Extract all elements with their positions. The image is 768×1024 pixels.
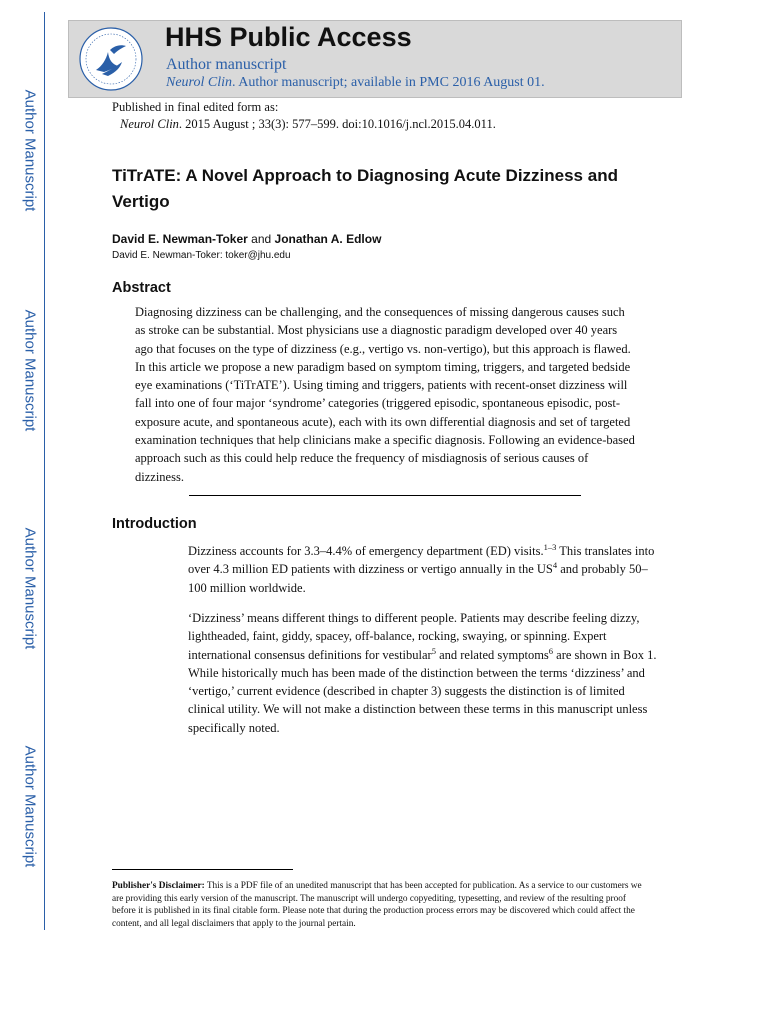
citation-ref: 1–3 xyxy=(543,541,557,552)
author-manuscript-label: Author manuscript xyxy=(166,56,287,73)
citation-ref: 4 xyxy=(552,560,558,571)
hhs-title: HHS Public Access xyxy=(165,22,412,52)
citation-journal: Neurol Clin xyxy=(120,117,179,131)
footnote-divider xyxy=(112,869,293,870)
introduction-heading: Introduction xyxy=(112,516,197,532)
journal-name: Neurol Clin xyxy=(166,75,232,90)
availability-text: . Author manuscript; available in PMC 2016 August 01. xyxy=(232,75,545,90)
citation-ref: 5 xyxy=(431,645,436,656)
author-conjunction: and xyxy=(247,232,275,246)
intro-paragraph-2: ‘Dizziness’ means different things to different people. Patients may describe feeling dizzy, lightheaded, faint, giddy, spacey, off-balance, rocking, swaying, or spinning. Expert international consensus definitions for vestibular$^5$ and related symptoms$^6$ are shown in Box 1. While historically much has been made of the distinction between the terms ‘dizziness’ and ‘vertigo,’ current evidence (described in chapter 3) suggests the distinction is of limited clinical utility. We will not make a distinction between these terms in this manuscript unless specifically noted. xyxy=(188,611,657,735)
abstract-divider xyxy=(189,495,581,496)
citation-ref: 6 xyxy=(548,645,554,656)
margin-label-4: Author Manuscript xyxy=(21,745,39,867)
margin-label-1: Author Manuscript xyxy=(21,89,39,211)
disclaimer-label: Publisher's Disclaimer: xyxy=(112,881,205,891)
author-2: Jonathan A. Edlow xyxy=(274,232,382,246)
abstract-body: Diagnosing dizziness can be challenging, and the consequences of missing dangerous causes such as stroke can be substantial. Most physicians use a diagnostic paradigm developed over 40 years ago that focuses on the type of dizziness (e.g., vertigo vs. non-vertigo), but this approach is flawed. In this article we propose a new paradigm based on symptom timing, triggers, and targeted bedside eye examinations (‘TiTrATE’). Using timing and triggers, patients with recent-onset dizziness will fall into one of four major ‘syndrome’ categories (triggered episodic, spontaneous episodic, post-exposure acute, and spontaneous acute), each with its own differential diagnosis and set of targeted examination techniques that help clinicians make a specific diagnosis. Following an evidence-based approach such as this could help reduce the frequency of misdiagnosis of serious causes of dizziness. xyxy=(135,305,635,484)
margin-label-3: Author Manuscript xyxy=(21,527,39,649)
availability-note xyxy=(166,75,545,91)
author-1: David E. Newman-Toker xyxy=(112,232,248,246)
abstract-heading: Abstract xyxy=(112,280,171,296)
article-title: TiTrATE: A Novel Approach to Diagnosing Acute Dizziness and Vertigo xyxy=(112,166,618,211)
author-line xyxy=(112,232,381,246)
margin-label-2: Author Manuscript xyxy=(21,309,39,431)
published-label: Published in final edited form as: xyxy=(112,100,279,114)
corresponding-author: David E. Newman-Toker: toker@jhu.edu xyxy=(112,250,291,261)
publisher-disclaimer xyxy=(112,880,652,931)
disclaimer-text: This is a PDF file of an unedited manuscript that has been accepted for publication. As a service to our customers we are providing this early version of the manuscript. The manuscript will undergo copyediting, typesetting, and review of the resulting proof before it is published in its final citable form. Please note that during the production process errors may be discovered which could affect the content, and all legal disclaimers that apply to the journal pertain. xyxy=(112,881,642,930)
citation-details: . 2015 August ; 33(3): 577–599. doi:10.1016/j.ncl.2015.04.011. xyxy=(178,117,496,131)
intro-paragraph-1: Dizziness accounts for 3.3–4.4% of emergency department (ED) visits.$^{1-3}$ This translates into over 4.3 million ED patients with dizziness or vertigo annually in the $US^4$ and probably 50–100 million worldwide. xyxy=(188,541,655,595)
citation xyxy=(120,117,496,132)
hhs-eagle-seal-icon xyxy=(78,26,144,92)
